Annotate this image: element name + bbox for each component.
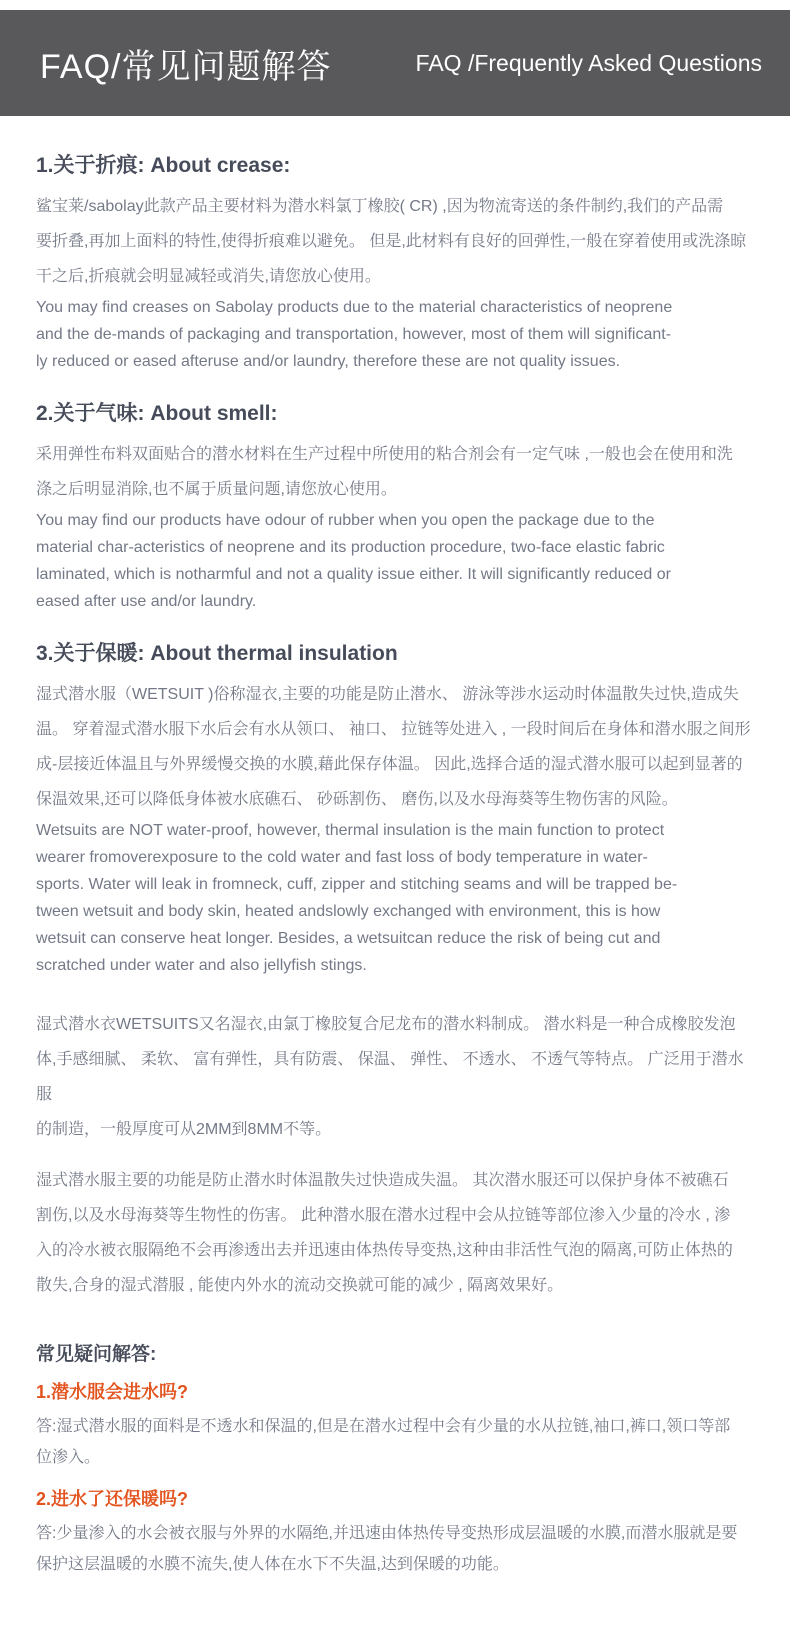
faq-question: 2.进水了还保暖吗? [36, 1489, 189, 1509]
paragraph-wetsuit-function: 湿式潜水服主要的功能是防止潜水时体温散失过快造成失温。 其次潜水服还可以保护身体不被礁石 割伤,以及水母海葵等生物性的伤害。 此种潜水服在潜水过程中会从拉链等部位渗入少量的冷水 , 渗 入的冷水被衣服隔绝不会再渗透出去并迅速由体热传导变热,这种由非活性气泡的隔离,可防止体热的 散失,合身的湿式潜服 , 能使内外水的流动交换就可能的减少 , 隔离效果好。 [36, 1172, 733, 1294]
page-subtitle: FAQ /Frequently Asked Questions [415, 49, 762, 76]
faq-item-water-entry [36, 1378, 756, 1473]
section-heading: 1.关于折痕: About crease: [36, 154, 291, 177]
faq-answer: 答:少量渗入的水会被衣服与外界的水隔绝,并迅速由体热传导变热形成层温暖的水膜,而潜水服就是要 保护这层温暖的水膜不流失,使人体在水下不失温,达到保暖的功能。 [36, 1525, 738, 1573]
section-text-cn: 鲨宝莱/sabolay此款产品主要材料为潜水料氯丁橡胶( CR) ,因为物流寄送的条件制约,我们的产品需 要折叠,再加上面料的特性,使得折痕难以避免。 但是,此材料有良好的回弹性,一般在穿着使用或洗涤晾 干之后,折痕就会明显减轻或消失,请您放心使用。 [36, 198, 747, 285]
content-area [0, 116, 790, 1626]
page-title: FAQ/常见问题解答 [40, 47, 332, 86]
section-smell [36, 400, 756, 615]
faq-item-warmth [36, 1485, 756, 1580]
section-heading: 2.关于气味: About smell: [36, 402, 278, 425]
section-thermal-insulation [36, 640, 756, 979]
header-band [0, 10, 790, 116]
section-text-en: You may find our products have odour of rubber when you open the package due to the material char-acteristics of neoprene and its production procedure, two-face elastic fabric laminated, which is notharmful and not a quality issue either. It will significantly reduced or eased after use and/or laundry. [36, 512, 671, 610]
section-heading: 3.关于保暖: About thermal insulation [36, 642, 398, 665]
faq-block [36, 1339, 756, 1580]
section-crease [36, 152, 756, 375]
faq-question: 1.潜水服会进水吗? [36, 1382, 189, 1402]
paragraph-wetsuit-material: 湿式潜水衣WETSUITS又名湿衣,由氯丁橡胶复合尼龙布的潜水料制成。 潜水料是一种合成橡胶发泡 体,手感细腻、 柔软、 富有弹性，具有防震、 保温、 弹性、 不透水、 不透气等特点。 广泛用于潜水服 的制造，一般厚度可从2MM到8MM不等。 [36, 1016, 744, 1138]
section-text-cn: 湿式潜水服（WETSUIT )俗称湿衣,主要的功能是防止潜水、 游泳等涉水运动时体温散失过快,造成失 温。 穿着湿式潜水服下水后会有水从领口、 袖口、 拉链等处进入 , 一段时间后在身体和潜水服之间形 成-层接近体温且与外界缓慢交换的水膜,藉此保存体温。 因此,选择合适的湿式潜水服可以起到显著的 保温效果,还可以降低身体被水底礁石、 砂砾割伤、 磨伤,以及水母海葵等生物伤害的风险。 [36, 686, 751, 808]
faq-answer: 答:湿式潜水服的面料是不透水和保温的,但是在潜水过程中会有少量的水从拉链,袖口,裤口,领口等部 位渗入。 [36, 1418, 731, 1466]
section-text-en: Wetsuits are NOT water-proof, however, thermal insulation is the main function to protect wearer fromoverexposure to the cold water and fast loss of body temperature in water- sports. Water will leak in fromneck, cuff, zipper and stitching seams and will be trapped be- tween wetsuit and body skin, heated andslowly exchanged with environment, this is how wetsuit can conserve heat longer. Besides, a wetsuitcan reduce the risk of being cut and scratched under water and also jellyfish stings. [36, 822, 678, 974]
faq-heading: 常见疑问解答: [36, 1344, 157, 1365]
section-text-en: You may find creases on Sabolay products due to the material characteristics of neoprene and the de-mands of packaging and transportation, however, most of them will significant- ly reduced or eased afteruse and/or laundry, therefore these are not quality issues. [36, 299, 673, 370]
section-text-cn: 采用弹性布料双面贴合的潜水材料在生产过程中所使用的粘合剂会有一定气味 ,一般也会在使用和洗 涤之后明显消除,也不属于质量问题,请您放心使用。 [36, 446, 733, 498]
